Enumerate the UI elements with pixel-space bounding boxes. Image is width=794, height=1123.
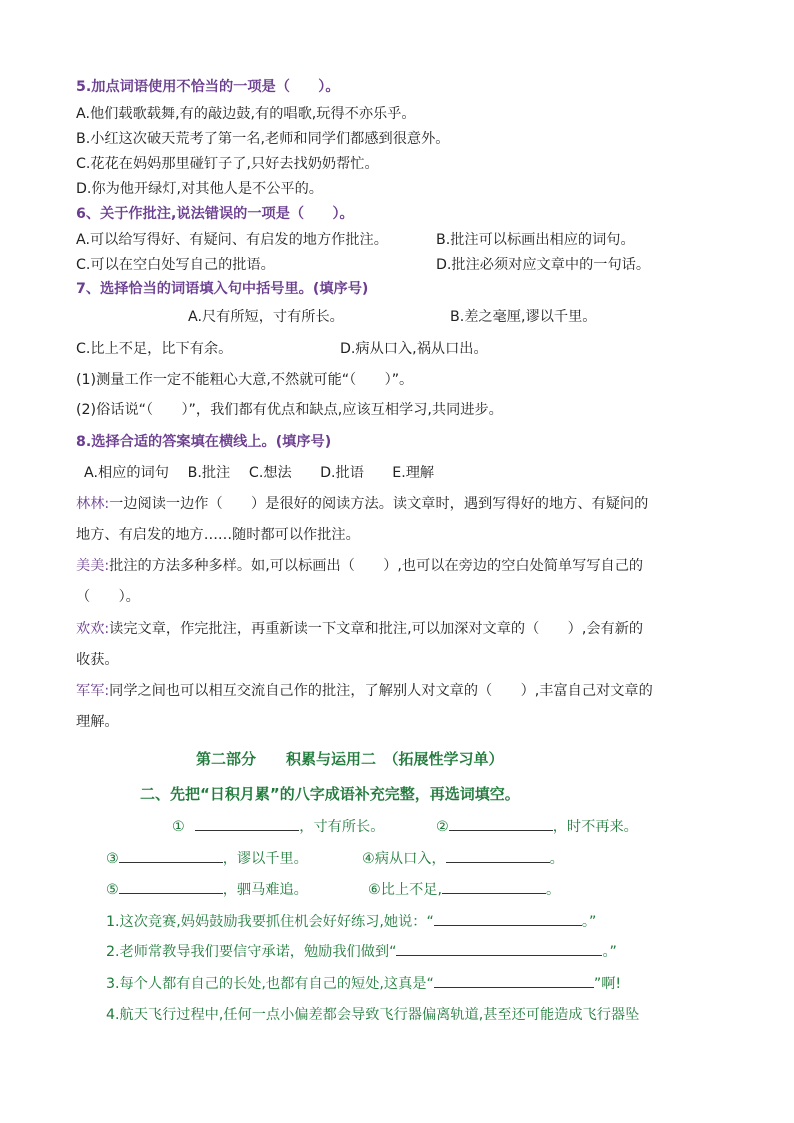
idiom-6-text: ⑥比上不足, [368,882,442,898]
idiom-5-number: ⑤ [106,882,119,898]
q8-paragraph-3 [76,619,643,639]
idiom-5-blank[interactable] [119,879,223,894]
idiom-item-6 [368,879,560,900]
idiom-6-end: 。 [545,882,561,898]
q5-title: 5.加点词语使用不恰当的一项是（ ）。 [76,79,340,95]
q5-option-a: A.他们载歌载舞,有的敲边鼓,有的唱歌,玩得不亦乐乎。 [76,106,416,122]
q6-option-d: D.批注必须对应文章中的一句话。 [436,257,651,273]
idiom-1-blank[interactable] [195,816,299,831]
speaker-junjun: 军军: [76,683,110,699]
q6-title: 6、关于作批注,说法错误的一项是（ ）。 [76,206,354,222]
q7-option-b: B.差之毫厘,谬以千里。 [450,309,597,325]
idiom-1-number: ① [172,819,185,835]
q8-paragraph-1 [76,494,648,514]
fill-sentence-1-text: 1.这次竞赛,妈妈鼓励我要抓住机会好好练习,她说：“ [106,914,434,930]
q8-p3-line2: 收获。 [76,652,119,668]
q6-option-b: B.批注可以标画出相应的词句。 [436,232,635,248]
fill-sentence-2-text: 2.老师常教导我们要信守承诺，勉励我们做到“ [106,944,397,960]
q7-title: 7、选择恰当的词语填入句中括号里。(填序号) [76,281,369,297]
q7-option-d: D.病从口入,祸从口出。 [340,341,488,357]
q7-option-c: C.比上不足，比下有余。 [76,341,233,357]
q7-sentence-1: (1)测量工作一定不能粗心大意,不然就可能“（ ）”。 [76,372,414,388]
idiom-4-text: ④病从口入， [362,851,446,867]
idiom-4-end: 。 [549,851,564,867]
q8-p1-line1: 一边阅读一边作（ ）是很好的阅读方法。读文章时，遇到写得好的地方、有疑问的 [109,496,649,512]
idiom-item-3 [106,848,308,869]
q8-p2-line2: （ ）。 [76,589,140,605]
fill-sentence-2-end: 。” [602,944,617,960]
q8-p4-line2: 理解。 [76,714,119,730]
part2-heading: 第二部分 积累与运用二 （拓展性学习单） [196,750,504,768]
speaker-huanhuan: 欢欢: [76,621,110,637]
q7-sentence-2: (2)俗话说“（ ）”，我们都有优点和缺点,应该互相学习,共同进步。 [76,402,503,418]
fill-sentence-4: 4.航天飞行过程中,任何一点小偏差都会导致飞行器偏离轨道,甚至还可能造成飞行器坠 [106,1007,640,1023]
q7-option-a: A.尺有所短，寸有所长。 [188,309,344,325]
fill-sentence-2 [106,941,617,962]
q8-p4-line1: 同学之间也可以相互交流自己作的批注，了解别人对文章的（ ）,丰富自己对文章的 [109,683,653,699]
q8-options: A.相应的词句 B.批注 C.想法 D.批语 E.理解 [84,465,435,481]
fill-sentence-3 [106,973,621,994]
idiom-3-number: ③ [106,851,119,867]
q8-p3-line1: 读完文章，作完批注，再重新读一下文章和批注,可以加深对文章的（ ）,会有新的 [109,621,644,637]
q5-option-d: D.你为他开绿灯,对其他人是不公平的。 [76,181,323,197]
fill-sentence-1-blank[interactable] [434,911,582,926]
part2-instruction: 二、先把“日积月累”的八字成语补充完整，再选词填空。 [140,785,520,803]
fill-sentence-3-blank[interactable] [434,973,594,988]
idiom-3-text: ，谬以千里。 [222,851,308,867]
idiom-2-blank[interactable] [449,816,553,831]
idiom-5-text: ，驷马难追。 [222,882,308,898]
fill-sentence-1-end: 。” [581,914,597,930]
q8-paragraph-4 [76,681,653,701]
idiom-item-2 [436,816,638,837]
idiom-2-text: ，时不再来。 [552,819,638,835]
q8-title: 8.选择合适的答案填在横线上。(填序号) [76,434,332,450]
idiom-4-blank[interactable] [446,848,550,863]
q8-paragraph-2 [76,556,643,576]
q5-option-c: C.花花在妈妈那里碰钉子了,只好去找奶奶帮忙。 [76,156,379,172]
idiom-2-number: ② [436,819,449,835]
q8-p1-line2: 地方、有启发的地方……随时都可以作批注。 [76,527,360,543]
idiom-6-blank[interactable] [442,879,546,894]
q6-option-c: C.可以在空白处写自己的批语。 [76,257,275,273]
fill-sentence-3-text: 3.每个人都有自己的长处,也都有自己的短处,这真是“ [106,976,434,992]
fill-sentence-1 [106,911,596,932]
idiom-1-text: ，寸有所长。 [299,819,385,835]
fill-sentence-2-blank[interactable] [396,941,602,956]
idiom-item-4 [362,848,564,869]
idiom-item-1 [172,816,384,837]
idiom-3-blank[interactable] [119,848,223,863]
idiom-item-5 [106,879,308,900]
q6-option-a: A.可以给写得好、有疑问、有启发的地方作批注。 [76,232,388,248]
q5-option-b: B.小红这次破天荒考了第一名,老师和同学们都感到很意外。 [76,131,450,147]
speaker-meimei: 美美: [76,558,110,574]
fill-sentence-3-end: ”啊! [593,976,622,992]
speaker-linlin: 林林: [76,496,110,512]
q8-p2-line1: 批注的方法多种多样。如,可以标画出（ ）,也可以在旁边的空白处简单写写自己的 [109,558,644,574]
